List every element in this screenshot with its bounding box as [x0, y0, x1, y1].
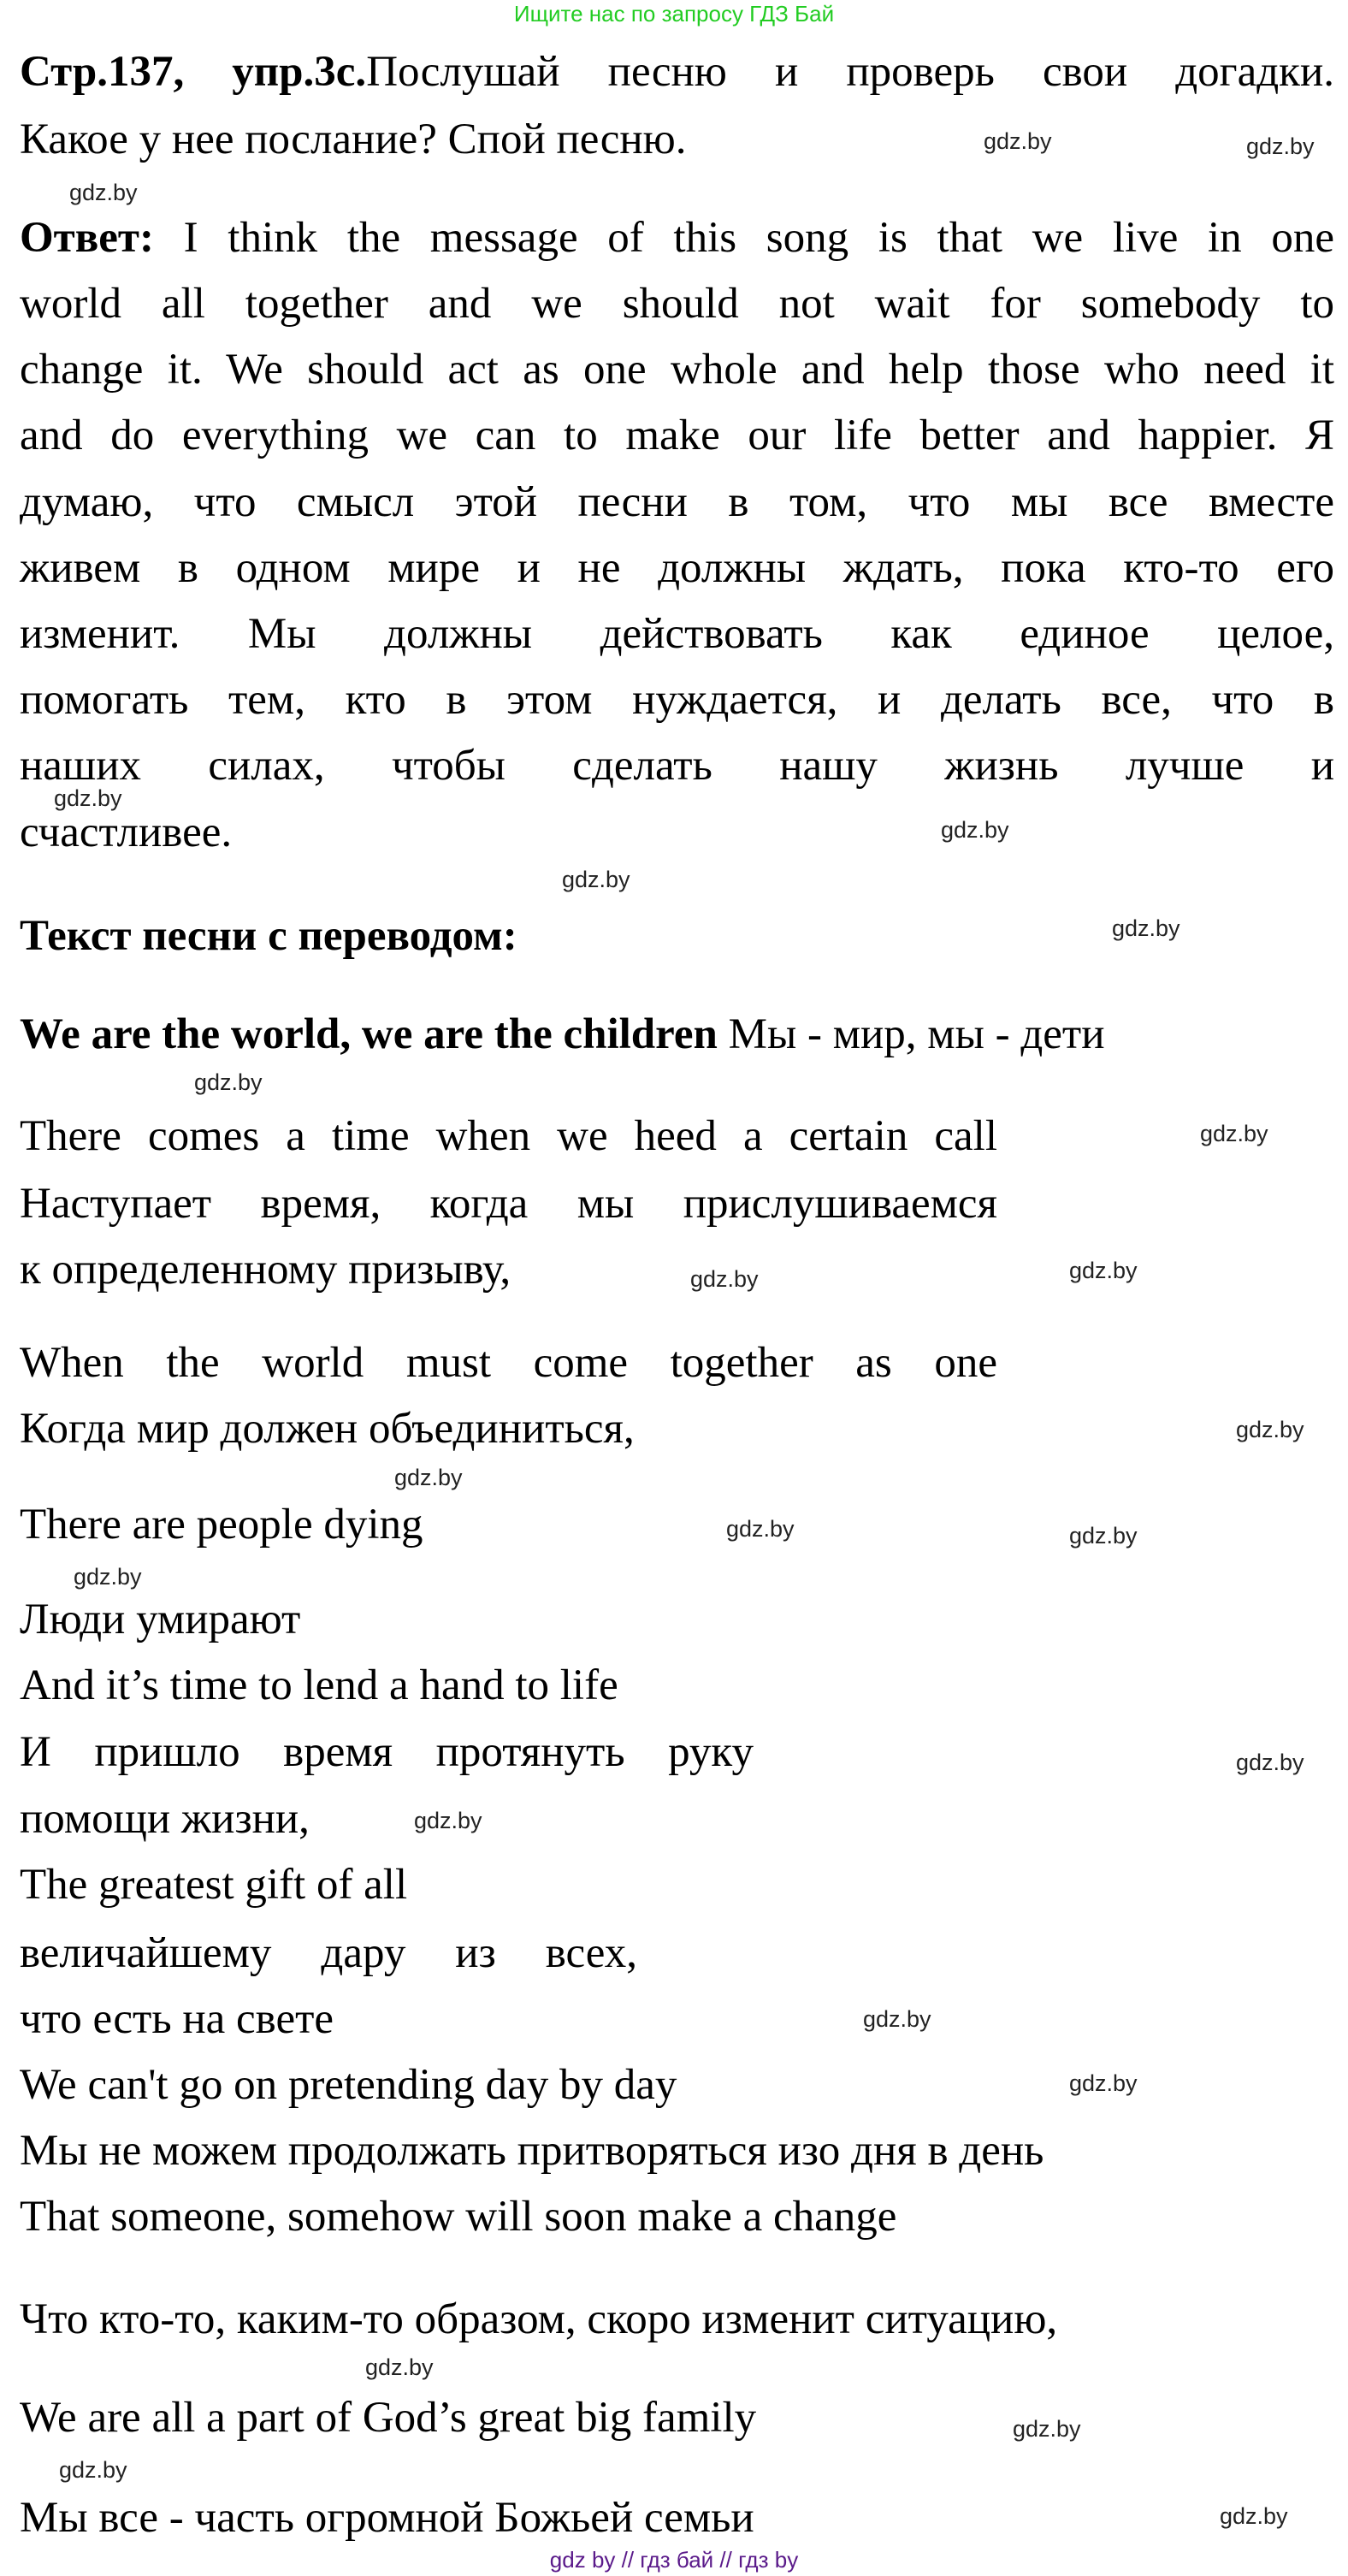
answer-label: Ответ:	[20, 214, 154, 262]
watermark-text: gdz.by	[941, 817, 1009, 843]
watermark-text: gdz.by	[690, 1266, 759, 1292]
song-title	[20, 1002, 1105, 1068]
lyric-line: Мы не можем продолжать притворяться изо дня в день	[20, 2127, 1044, 2175]
watermark-text: gdz.by	[74, 1564, 142, 1590]
watermark-text: gdz.by	[726, 1516, 795, 1542]
answer-line: наших силах, чтобы сделать нашу жизнь лучше и	[20, 742, 1334, 790]
watermark-text: gdz.by	[414, 1808, 482, 1833]
watermark-text: gdz.by	[1112, 915, 1180, 941]
watermark-text: gdz.by	[1069, 2070, 1138, 2096]
watermark-text: gdz.by	[365, 2354, 434, 2380]
task-text: Послушай песню и проверь свои догадки.	[366, 48, 1334, 96]
task-label: Стр.137, упр.3с.	[20, 48, 367, 96]
lyrics-heading: Текст песни с переводом:	[20, 912, 517, 960]
watermark-text: gdz.by	[194, 1069, 263, 1095]
answer-line: живем в одном мире и не должны ждать, пока кто-то его	[20, 544, 1334, 592]
watermark-text: gdz.by	[1013, 2416, 1081, 2442]
watermark-text: gdz.by	[984, 128, 1052, 154]
answer-text: I think the message of this song is that we live in one	[153, 214, 1334, 262]
watermark-text: gdz.by	[1220, 2503, 1288, 2529]
watermark-text: gdz.by	[69, 180, 138, 205]
lyric-line: Что кто-то, каким-то образом, скоро изменит ситуацию,	[20, 2295, 1058, 2343]
lyric-line: We can't go on pretending day by day	[20, 2061, 677, 2109]
lyric-line: Люди умирают	[20, 1596, 301, 1643]
footer-banner: gdz by // гдз бай // гдз by	[549, 2547, 799, 2573]
header-banner: Ищите нас по запросу ГДЗ Бай	[513, 1, 835, 27]
lyric-line: There are people dying	[20, 1501, 423, 1549]
song-title-en: We are the world, we are the children	[20, 1010, 718, 1058]
watermark-text: gdz.by	[863, 2006, 931, 2032]
lyric-line: Когда мир должен объединиться,	[20, 1405, 635, 1453]
answer-line: думаю, что смысл этой песни в том, что мы все вместе	[20, 478, 1334, 526]
lyric-line: And it’s time to lend a hand to life	[20, 1661, 618, 1709]
watermark-text: gdz.by	[59, 2457, 127, 2483]
task-line-1	[20, 39, 1334, 105]
watermark-text: gdz.by	[1236, 1750, 1304, 1775]
watermark-text: gdz.by	[1246, 133, 1315, 159]
answer-line: изменит. Мы должны действовать как единое целое,	[20, 610, 1334, 658]
answer-line: and do everything we can to make our life better and happier. Я	[20, 412, 1334, 459]
lyric-line: И пришло время протянуть руку	[20, 1728, 754, 1776]
answer-line: помогать тем, кто в этом нуждается, и делать все, что в	[20, 676, 1334, 724]
watermark-text: gdz.by	[394, 1465, 463, 1490]
lyric-line: к определенному призыву,	[20, 1246, 511, 1294]
lyric-line: Наступает время, когда мы прислушиваемся	[20, 1180, 997, 1228]
lyric-line: The greatest gift of all	[20, 1861, 408, 1909]
answer-line: change it. We should act as one whole and help those who need it	[20, 346, 1334, 394]
lyric-line: When the world must come together as one	[20, 1339, 997, 1387]
watermark-text: gdz.by	[1200, 1121, 1268, 1146]
watermark-text: gdz.by	[1236, 1417, 1304, 1442]
lyric-line: That someone, somehow will soon make a change	[20, 2193, 897, 2241]
watermark-text: gdz.by	[1069, 1258, 1138, 1283]
lyric-line: помощи жизни,	[20, 1795, 310, 1843]
lyric-line: We are all a part of God’s great big family	[20, 2394, 757, 2442]
lyric-line: величайшему дару из всех,	[20, 1929, 637, 1977]
task-line-2: Какое у нее послание? Спой песню.	[20, 115, 687, 163]
answer-line: счастливее.	[20, 808, 233, 856]
lyric-line: There comes a time when we heed a certain call	[20, 1112, 997, 1160]
watermark-text: gdz.by	[54, 785, 122, 811]
lyric-line: что есть на свете	[20, 1995, 334, 2043]
answer-line: world all together and we should not wait for somebody to	[20, 280, 1334, 328]
watermark-text: gdz.by	[1069, 1523, 1138, 1549]
answer-line	[20, 205, 1334, 271]
lyric-line: Мы все - часть огромной Божьей семьи	[20, 2494, 754, 2542]
watermark-text: gdz.by	[562, 867, 630, 892]
song-title-ru: Мы - мир, мы - дети	[717, 1010, 1105, 1058]
